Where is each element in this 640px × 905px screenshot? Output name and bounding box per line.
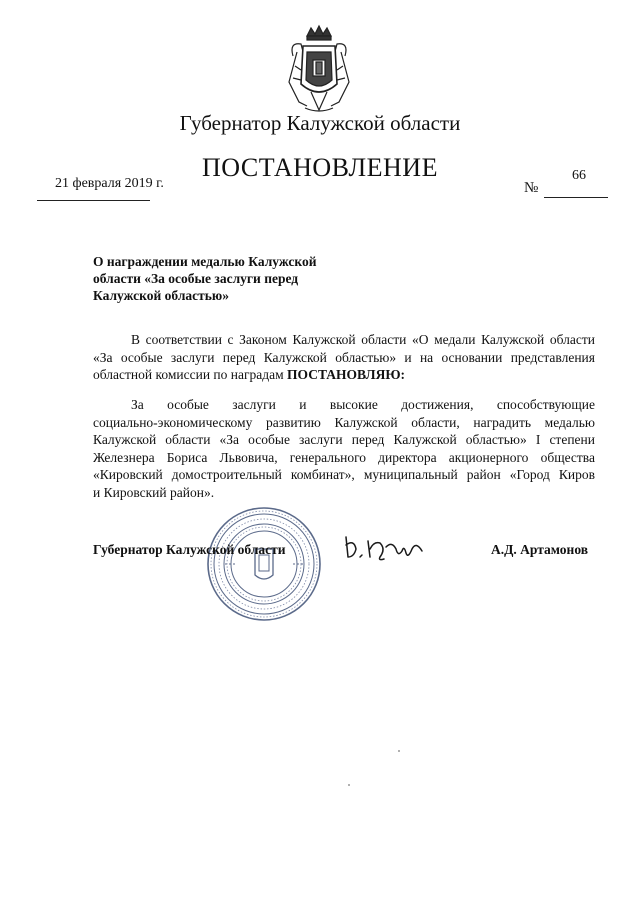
subject-line: области «За особые заслуги перед [93, 271, 299, 286]
signatory-title: Губернатор Калужской области [93, 542, 286, 557]
scan-speck [398, 750, 400, 752]
handwritten-signature-icon [340, 527, 430, 569]
paragraph-line: В соответствии с Законом Калужской области «О медали Калужской области [131, 332, 595, 347]
official-seal-icon [205, 505, 323, 623]
paragraph-line: «За особые заслуги перед Калужской областью» и на основании представления [93, 349, 595, 365]
paragraph-line [93, 366, 595, 384]
paragraph-line: социально-экономическому развитию Калужской области, наградить медалью [93, 414, 595, 430]
document-subject [93, 253, 353, 304]
preamble-paragraph [93, 331, 595, 384]
subject-line: О награждении медалью Калужской [93, 254, 317, 269]
date-underline [37, 200, 150, 201]
document-date: 21 февраля 2019 г. [55, 176, 164, 191]
paragraph-line: За особые заслуги и высокие достижения, способствующие [131, 397, 595, 412]
document-number: 66 [572, 168, 586, 183]
paragraph-line: Железнера Бориса Львовича, генерального директора акционерного общества [93, 449, 595, 465]
paragraph-line: Калужской области «За особые заслуги перед Калужской областью» I степени [93, 432, 595, 447]
subject-line: Калужской областью» [93, 288, 229, 303]
paragraph-line: и Кировский район». [93, 484, 215, 500]
coat-of-arms-icon [283, 22, 355, 114]
number-underline [544, 197, 608, 198]
org-title: Губернатор Калужской области [179, 111, 461, 135]
number-label: № [524, 180, 539, 196]
scan-speck [348, 784, 350, 786]
signatory-name: А.Д. Артамонов [491, 542, 589, 557]
resolve-keyword: ПОСТАНОВЛЯЮ: [287, 367, 406, 382]
resolution-paragraph [93, 396, 595, 501]
paragraph-line: «Кировский домостроительный комбинат», муниципальный район «Город Киров [93, 467, 595, 482]
document-type: ПОСТАНОВЛЕНИЕ [202, 153, 438, 182]
paragraph-text: областной комиссии по наградам [93, 367, 284, 382]
